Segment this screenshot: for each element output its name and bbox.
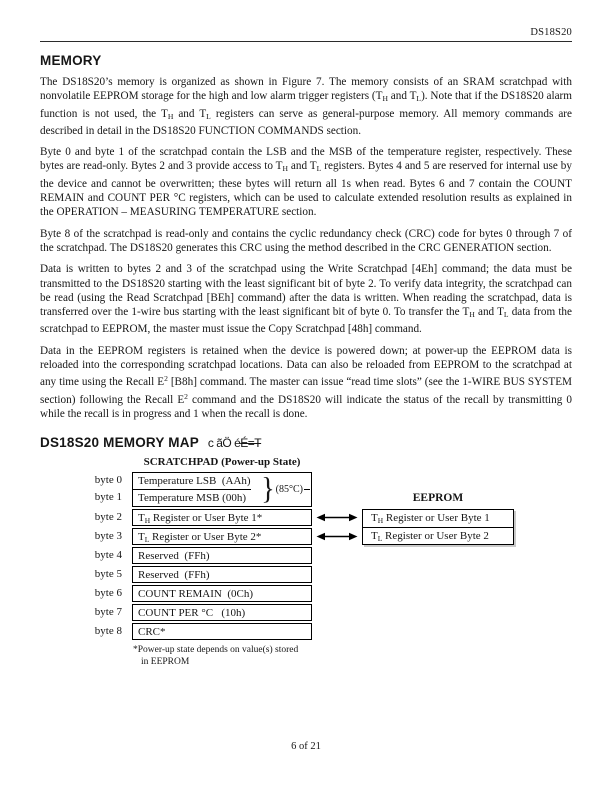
scratchpad-row: COUNT PER °C (10h) bbox=[132, 604, 312, 621]
eeprom-table bbox=[362, 509, 514, 545]
scratchpad-row: $T_H$ Register or User Byte 1* bbox=[132, 509, 312, 526]
eeprom-title: EEPROM bbox=[412, 492, 464, 505]
page-header bbox=[40, 27, 572, 42]
page-number: 6 of 21 bbox=[291, 741, 321, 752]
memory-map-heading-text: DS18S20 MEMORY MAP bbox=[40, 435, 199, 451]
scratchpad-title: SCRATCHPAD (Power-up State) bbox=[143, 456, 301, 469]
eeprom-row: $T_H$ Register or User Byte 1 bbox=[371, 512, 490, 525]
page-footer bbox=[0, 741, 612, 752]
byte-label: byte 6 bbox=[94, 587, 122, 600]
byte-label: byte 3 bbox=[94, 530, 122, 543]
body-paragraph: Data in the EEPROM registers is retained when the device is powered down; at power-up the EEPROM data is reloaded into the corresponding scratchpad locations. Data can also be reloaded from EEPROM to the scratchpad at any time using the Recall $E^2$ [B8h] command. The master can issue “read time slots” (see the 1-WIRE BUS SYSTEM section) following the Recall $E^2$ command and the DS18S20 will indicate the status of the recall by transmitting 0 while the recall is in progress and 1 when the recall is done. bbox=[40, 344, 572, 420]
scratchpad-row: Temperature LSB (AAh) bbox=[138, 475, 251, 488]
scratchpad-row: Temperature MSB (00h) bbox=[138, 492, 246, 505]
page-content bbox=[40, 47, 572, 672]
scratchpad-row: $T_L$ Register or User Byte 2* bbox=[132, 528, 312, 545]
memory-map-figure bbox=[40, 456, 572, 672]
footnote-line: *Power-up state depends on value(s) stored bbox=[133, 645, 299, 656]
byte-label: byte 8 bbox=[94, 625, 122, 638]
body-paragraph: Data is written to bytes 2 and 3 of the scratchpad using the Write Scratchpad [4Eh] command; the data must be transmitted to the DS18S20 starting with the least significant bit of byte 2. To verify data integrity, the scratchpad can be read (using the Read Scratchpad [BEh] command) after the data is written. When reading the scratchpad, data is transferred over the 1-wire bus starting with the least significant bit of byte 0. To transfer the $T_H$ and $T_L$ data from the scratchpad to EEPROM, the master must issue the Copy Scratchpad [48h] command. bbox=[40, 263, 572, 336]
grouping-brace-icon: } bbox=[261, 472, 275, 506]
byte-label: byte 1 bbox=[94, 491, 122, 504]
scratchpad-row: COUNT REMAIN (0Ch) bbox=[132, 585, 312, 602]
temperature-annotation bbox=[261, 473, 310, 506]
connector-dash bbox=[304, 489, 310, 490]
byte-label: byte 0 bbox=[94, 474, 122, 487]
scratchpad-row: CRC* bbox=[132, 623, 312, 640]
byte-label: byte 5 bbox=[94, 568, 122, 581]
eeprom-row: $T_L$ Register or User Byte 2 bbox=[363, 527, 513, 544]
byte-label: byte 7 bbox=[94, 606, 122, 619]
bidirectional-arrow-icon bbox=[316, 531, 358, 542]
byte-label: byte 4 bbox=[94, 549, 122, 562]
memory-map-heading bbox=[40, 435, 572, 450]
scratchpad-row: Reserved (FFh) bbox=[132, 566, 312, 583]
temperature-byte-pair bbox=[132, 472, 312, 507]
scratchpad-row: Reserved (FFh) bbox=[132, 547, 312, 564]
scratchpad-table bbox=[132, 472, 312, 640]
body-paragraph: The DS18S20’s memory is organized as shown in Figure 7. The memory consists of an SRAM scratchpad with nonvolatile EEPROM storage for the high and low alarm trigger registers ($T_H$ and $T_L$). Note that if the DS18S20 alarm function is not used, the $T_H$ and $T_L$ registers can serve as general-purpose memory. All memory commands are described in detail in the DS18S20 FUNCTION COMMANDS section. bbox=[40, 76, 572, 137]
figure-footnote bbox=[133, 645, 298, 668]
body-paragraph: Byte 8 of the scratchpad is read-only and contains the cyclic redundancy check (CRC) code for bytes 0 through 7 of the scratchpad. The DS18S20 generates this CRC using the method described in the CRC GENERATION section. bbox=[40, 227, 572, 254]
bidirectional-arrow-icon bbox=[316, 512, 358, 523]
header-doc-id: DS18S20 bbox=[530, 27, 572, 38]
footnote-line: in EEPROM bbox=[141, 656, 190, 667]
powerup-temp-label: (85°C) bbox=[275, 484, 303, 496]
memory-section-heading: MEMORY bbox=[40, 53, 102, 68]
corrupted-caption-text: c ãÖ éÉ=T bbox=[207, 436, 262, 451]
byte-label: byte 2 bbox=[94, 511, 122, 524]
body-paragraph: Byte 0 and byte 1 of the scratchpad contain the LSB and the MSB of the temperature register, respectively. These bytes are read-only. Bytes 2 and 3 provide access to $T_H$ and $T_L$ registers. Bytes 4 and 5 are reserved for internal use by the device and cannot be overwritten; these bytes will return all 1s when read. Bytes 6 and 7 contain the COUNT REMAIN and COUNT PER °C registers, which can be used to calculate extended resolution results as explained in the OPERATION – MEASURING TEMPERATURE section. bbox=[40, 146, 572, 219]
